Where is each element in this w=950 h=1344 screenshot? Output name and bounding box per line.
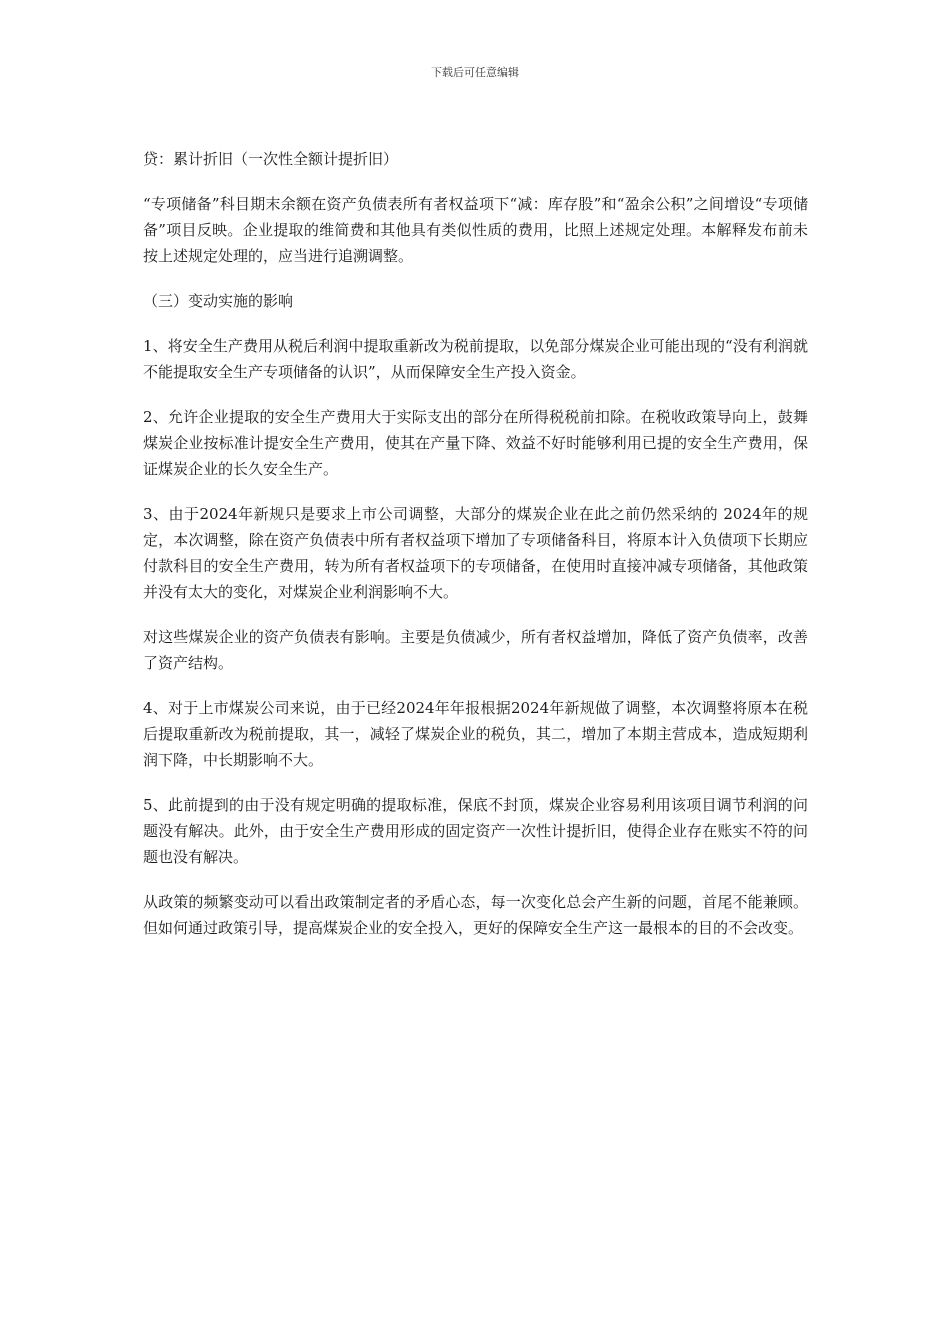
paragraph-point-1: 1、将安全生产费用从税后利润中提取重新改为税前提取，以免部分煤炭企业可能出现的“没有利润就不能提取安全生产专项储备的认识”，从而保障安全生产投入资金。 <box>143 337 808 381</box>
page-header-note: 下载后可任意编辑 <box>431 66 519 79</box>
paragraph-point-5: 5、此前提到的由于没有规定明确的提取标准，保底不封顶，煤炭企业容易利用该项目调节利润的问题没有解决。此外，由于安全生产费用形成的固定资产一次性计提折旧，使得企业存在账实不符的问题也没有解决。 <box>143 796 808 866</box>
paragraph-point-2: 2、允许企业提取的安全生产费用大于实际支出的部分在所得税税前扣除。在税收政策导向上，鼓舞煤炭企业按标准计提安全生产费用，使其在产量下降、效益不好时能够利用已提的安全生产费用，保证煤炭企业的长久安全生产。 <box>143 408 808 478</box>
paragraph-special-reserve: “专项储备”科目期末余额在资产负债表所有者权益项下“减：库存股”和“盈余公积”之间增设“专项储备”项目反映。企业提取的维简费和其他具有类似性质的费用，比照上述规定处理。本解释发布前未按上述规定处理的，应当进行追溯调整。 <box>143 195 808 265</box>
document-body <box>143 146 808 960</box>
paragraph-point-3: 3、由于2024年新规只是要求上市公司调整，大部分的煤炭企业在此之前仍然采纳的 2024年的规定，本次调整，除在资产负债表中所有者权益项下增加了专项储备科目，将原本计入负债项下长期应付款科目的安全生产费用，转为所有者权益项下的专项储备，在使用时直接冲减专项储备，其他政策并没有太大的变化，对煤炭企业利润影响不大。 <box>143 505 808 601</box>
paragraph-balance-sheet-effect: 对这些煤炭企业的资产负债表有影响。主要是负债减少，所有者权益增加，降低了资产负债率，改善了资产结构。 <box>143 628 808 672</box>
paragraph-point-4: 4、对于上市煤炭公司来说，由于已经2024年年报根据2024年新规做了调整，本次调整将原本在税后提取重新改为税前提取，其一，减轻了煤炭企业的税负，其二，增加了本期主营成本，造成短期利润下降，中长期影响不大。 <box>143 699 808 769</box>
section-heading-impact: （三）变动实施的影响 <box>143 292 294 310</box>
paragraph-conclusion: 从政策的频繁变动可以看出政策制定者的矛盾心态，每一次变化总会产生新的问题，首尾不能兼顾。但如何通过政策引导，提高煤炭企业的安全投入，更好的保障安全生产这一最根本的目的不会改变。 <box>143 893 808 937</box>
paragraph-credit-entry: 贷：累计折旧（一次性全额计提折旧） <box>143 150 399 168</box>
